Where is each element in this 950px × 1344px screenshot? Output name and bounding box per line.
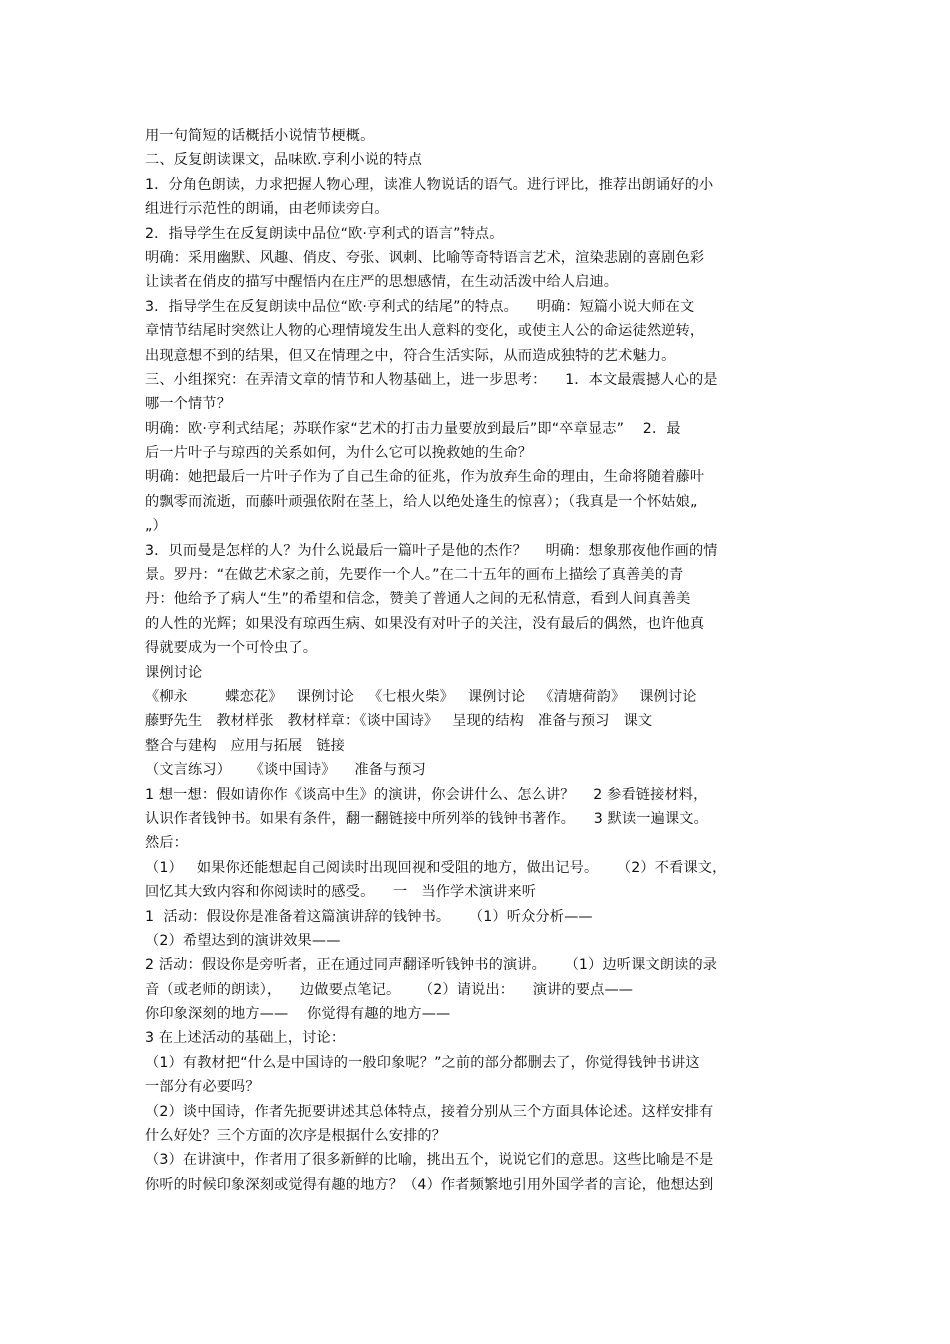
text-line: 得就要成为一个可怜虫了。 — [145, 640, 318, 657]
text-line: 的飘零而流逝，而藤叶顽强依附在茎上，给人以绝处逢生的惊喜）；（我真是一个怀姑娘„ — [145, 493, 698, 510]
text-line: 认识作者钱钟书。如果有条件，翻一翻链接中所列举的钱钟书著作。 3 默读一遍课文。 — [145, 810, 708, 827]
text-line: （3）在讲演中，作者用了很多新鲜的比喻，挑出五个，说说它们的意思。这些比喻是不是 — [145, 1152, 714, 1169]
text-line: 景。罗丹：“在做艺术家之前，先要作一个人。”在二十五年的画布上描绘了真善美的青 — [145, 567, 684, 584]
text-line: （1）有教材把“什么是中国诗的一般印象呢？”之前的部分都删去了，你觉得钱钟书讲这 — [145, 1054, 700, 1071]
text-line: 出现意想不到的结果，但又在情理之中，符合生活实际，从而造成独特的艺术魅力。 — [145, 347, 676, 364]
text-line: 1 活动：假设你是准备着这篇演讲辞的钱钟书。 （1）听众分析—— — [145, 908, 593, 925]
text-line: 什么好处？三个方面的次序是根据什么安排的？ — [145, 1128, 447, 1145]
text-line: 然后： — [145, 835, 189, 852]
text-line: 丹：他给予了病人“生”的希望和信念，赞美了普通人之间的无私情意，看到人间真善美 — [145, 591, 691, 608]
text-line: 组进行示范性的朗诵，由老师读旁白。 — [145, 201, 389, 218]
text-line: 3．指导学生在反复朗读中品位“欧·亨利式的结尾”的特点。 明确：短篇小说大师在文 — [145, 298, 695, 315]
text-line: 回忆其大致内容和你阅读时的感受。 一 当作学术演讲来听 — [145, 884, 537, 901]
text-line: 整合与建构 应用与拓展 链接 — [145, 737, 346, 754]
text-line: 音（或老师的朗读）， 边做要点笔记。 （2）请说出： 演讲的要点—— — [145, 981, 634, 998]
text-line: 1．分角色朗读，力求把握人物心理，读准人物说话的语气。进行评比，推荐出朗诵好的小 — [145, 176, 714, 193]
text-line: 明确：欧·亨利式结尾；苏联作家“艺术的打击力量要放到最后”即“卒章显志” 2．最 — [145, 420, 681, 437]
text-line: 后一片叶子与琼西的关系如何，为什么它可以挽救她的生命？ — [145, 445, 533, 462]
text-line: 1 想一想：假如请你作《谈高中生》的演讲，你会讲什么、怎么讲？ 2 参看链接材料， — [145, 786, 708, 803]
text-line: 3 在上述活动的基础上，讨论： — [145, 1030, 346, 1047]
text-line: 2．指导学生在反复朗读中品位“欧·亨利式的语言”特点。 — [145, 225, 504, 242]
text-line: 章情节结尾时突然让人物的心理情境发生出人意料的变化，或使主人公的命运徒然逆转， — [145, 323, 705, 340]
text-line: 的人性的光辉；如果没有琼西生病、如果没有对叶子的关注，没有最后的偶然，也许他真 — [145, 615, 705, 632]
text-line: 让读者在俏皮的描写中醒悟内在庄严的思想感情，在生动活泼中给人启迪。 — [145, 274, 619, 291]
text-line: 你印象深刻的地方—— 你觉得有趣的地方—— — [145, 1006, 451, 1023]
document-body — [145, 124, 820, 1197]
text-line: 三、小组探究：在弄清文章的情节和人物基础上，进一步思考： 1．本文最震撼人心的是 — [145, 371, 718, 388]
text-line: 明确：采用幽默、风趣、俏皮、夸张、讽刺、比喻等奇特语言艺术，渲染悲剧的喜剧色彩 — [145, 249, 705, 266]
text-line: 明确：她把最后一片叶子作为了自己生命的征兆，作为放弃生命的理由，生命将随着藤叶 — [145, 469, 705, 486]
text-line: 你听的时候印象深刻或觉得有趣的地方？（4）作者频繁地引用外国学者的言论，他想达到 — [145, 1176, 714, 1193]
text-line: 一部分有必要吗？ — [145, 1079, 260, 1096]
text-line: 用一句简短的话概括小说情节梗概。 — [145, 128, 375, 144]
text-line: 3．贝而曼是怎样的人？为什么说最后一篇叶子是他的杰作？ 明确：想象那夜他作画的情 — [145, 542, 718, 559]
text-line: 二、反复朗读课文，品味欧.亨利小说的特点 — [145, 152, 423, 169]
text-line: 《柳永 蝶恋花》 课例讨论 《七根火柴》 课例讨论 《清塘荷韵》 课例讨论 — [145, 688, 697, 705]
text-line: （2）谈中国诗，作者先扼要讲述其总体特点，接着分别从三个方面具体论述。这样安排有 — [145, 1103, 714, 1120]
text-line: 2 活动：假设你是旁听者，正在通过同声翻译听钱钟书的演讲。 （1）边听课文朗读的录 — [145, 957, 718, 974]
text-line: （文言练习） 《谈中国诗》 准备与预习 — [145, 762, 427, 779]
text-line: 哪一个情节？ — [145, 396, 232, 413]
text-line: 藤野先生 教材样张 教材样章：《谈中国诗》 呈现的结构 准备与预习 课文 — [145, 713, 653, 730]
text-line: （1） 如果你还能想起自己阅读时出现回视和受阻的地方，做出记号。 （2）不看课文， — [145, 859, 727, 876]
text-line: „） — [145, 518, 167, 535]
text-line: （2）希望达到的演讲效果—— — [145, 932, 341, 949]
text-line: 课例讨论 — [145, 664, 203, 681]
